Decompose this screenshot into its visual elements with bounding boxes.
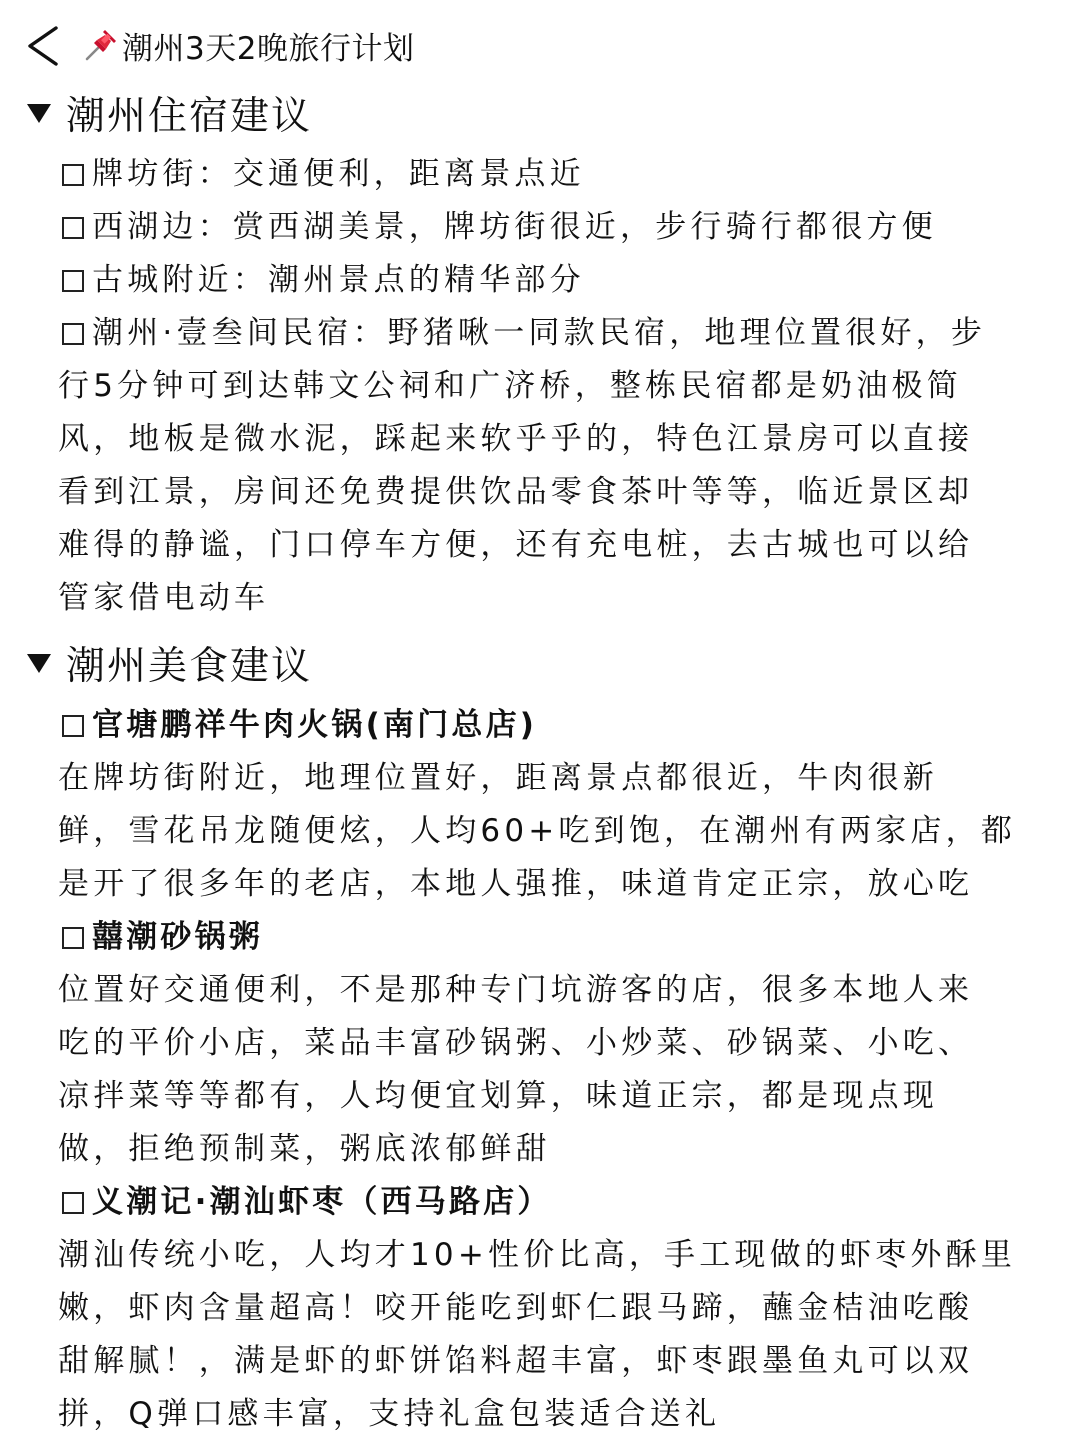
list-item: 潮州·壹叁间民宿：野猪啾一同款民宿，地理位置很好，步: [58, 307, 1068, 360]
text-line: 拼，Q弹口感丰富，支持礼盒包装适合送礼: [58, 1396, 721, 1432]
back-button[interactable]: [22, 24, 66, 68]
section-title: 潮州美食建议: [66, 644, 313, 689]
text-line: 管家借电动车: [58, 580, 270, 616]
section-heading-food[interactable]: [26, 636, 312, 690]
text-line: 做，拒绝预制菜，粥底浓郁鲜甜: [58, 1131, 551, 1167]
text-line: 鲜，雪花吊龙随便炫，人均60+吃到饱，在潮州有两家店，都: [58, 813, 1017, 849]
text-line: 风，地板是微水泥，踩起来软乎乎的，特色江景房可以直接: [58, 421, 974, 457]
checkbox-icon[interactable]: [62, 217, 84, 239]
text-line: 是开了很多年的老店，本地人强推，味道肯定正宗，放心吃: [58, 866, 974, 902]
list-item-title: 义潮记·潮汕虾枣（西马路店）: [58, 1176, 1068, 1229]
chevron-left-icon: [22, 24, 66, 68]
page-title: 潮州3天2晚旅行计划: [122, 30, 415, 67]
collapse-triangle-icon: [26, 652, 52, 674]
list-item-title: 官塘鹏祥牛肉火锅(南门总店): [58, 699, 1068, 752]
text-line: 潮汕传统小吃，人均才10+性价比高，手工现做的虾枣外酥里: [58, 1237, 1017, 1273]
list-item: 古城附近：潮州景点的精华部分: [58, 254, 1068, 307]
list-item: 牌坊街：交通便利，距离景点近: [58, 148, 1068, 201]
pushpin-icon: [82, 26, 120, 64]
section-heading-lodging[interactable]: [26, 86, 312, 140]
checkbox-icon[interactable]: [62, 323, 84, 345]
list-item: 西湖边：赏西湖美景，牌坊街很近，步行骑行都很方便: [58, 201, 1068, 254]
title-area: [82, 20, 414, 70]
text-line: 行5分钟可到达韩文公祠和广济桥，整栋民宿都是奶油极简: [58, 368, 962, 404]
text-line: 吃的平价小店，菜品丰富砂锅粥、小炒菜、砂锅菜、小吃、: [58, 1025, 974, 1061]
checkbox-icon[interactable]: [62, 1192, 84, 1214]
text-line: 位置好交通便利，不是那种专门坑游客的店，很多本地人来: [58, 972, 974, 1008]
checkbox-icon[interactable]: [62, 715, 84, 737]
collapse-triangle-icon: [26, 102, 52, 124]
text-line: 难得的静谧，门口停车方便，还有充电桩，去古城也可以给: [58, 527, 974, 563]
text-line: 甜解腻！，满是虾的虾饼馅料超丰富，虾枣跟墨鱼丸可以双: [58, 1343, 974, 1379]
text-line: 看到江景，房间还免费提供饮品零食茶叶等等，临近景区却: [58, 474, 974, 510]
checkbox-icon[interactable]: [62, 164, 84, 186]
text-line: 在牌坊街附近，地理位置好，距离景点都很近，牛肉很新: [58, 760, 938, 796]
top-bar: [0, 0, 1080, 88]
text-line: 凉拌菜等等都有，人均便宜划算，味道正宗，都是现点现: [58, 1078, 938, 1114]
list-item-title: 囍潮砂锅粥: [58, 911, 1068, 964]
section-title: 潮州住宿建议: [66, 94, 313, 139]
checkbox-icon[interactable]: [62, 270, 84, 292]
checkbox-icon[interactable]: [62, 927, 84, 949]
text-line: 嫩，虾肉含量超高！咬开能吃到虾仁跟马蹄，蘸金桔油吃酸: [58, 1290, 974, 1326]
